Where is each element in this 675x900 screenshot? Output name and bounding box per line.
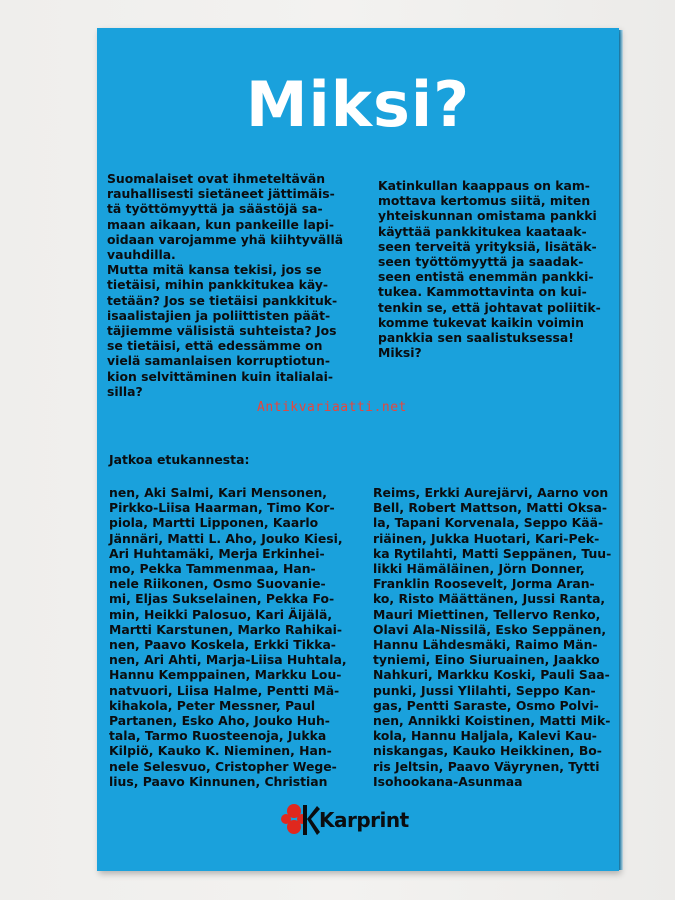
continued-label: Jatkoa etukannesta: [109,452,250,467]
publisher-logo [281,800,421,840]
intro-text-left: Suomalaiset ovat ihmeteltävän rauhallisesti sietäneet jättimäis- tä työttömyyttä ja säästöjä sa- maan aikaan, kun pankeille lapi- oidaan varojamme yhä kiihtyvällä vauhdilla. Mutta mitä kansa tekisi, jos se tietäisi, mihin pankkitukea käy- tetään? Jos se tietäisi pankkituk- isaalistajien ja poliittisten päät- täjiemme välisistä suhteista? Jos se tietäisi, että edessämme on vielä samanlaisen korruptiotun- kion selvittäminen kuin italialai- silla? [107,171,344,399]
book-page-edge [619,30,623,870]
names-list-left: nen, Aki Salmi, Kari Mensonen, Pirkko-Liisa Haarman, Timo Kor- piola, Martti Lipponen, Kaarlo Jännäri, Matti L. Aho, Jouko Kiesi, Ari Huhtamäki, Merja Erkinhei- mo, Pekka Tammenmaa, Han- nele Riikonen, Osmo Suovanie- mi, Eljas Sukselainen, Pekka Fo- min, Heikki Palosuo, Kari Äijälä, Martti Karstunen, Marko Rahikai- nen, Paavo Koskela, Erkki Tikka- nen, Ari Ahti, Marja-Liisa Huhtala, Hannu Kemppainen, Markku Lou- natvuori, Liisa Halme, Pentti Mä- kihakola, Peter Messner, Paul Partanen, Esko Aho, Jouko Huh- tala, Tarmo Ruosteenoja, Jukka Kilpiö, Kauko K. Nieminen, Han- nele Selesvuo, Cristopher Wege- lius, Paavo Kinnunen, Christian [109,485,347,789]
publisher-name: Karprint [319,808,409,832]
names-list-right: Reims, Erkki Aurejärvi, Aarno von Bell, Robert Mattson, Matti Oksa- la, Tapani Korvenala, Seppo Kää- riäinen, Jukka Huotari, Kari-Pek- ka Rytilahti, Matti Seppänen, Tuu- likki Hämäläinen, Jörn Donner, Franklin Roosevelt, Jorma Aran- ko, Risto Määttänen, Jussi Ranta, Mauri Miettinen, Tellervo Renko, Olavi Ala-Nissilä, Esko Seppänen, Hannu Lähdesmäki, Raimo Män- tyniemi, Eino Siuruainen, Jaakko Nahkuri, Markku Koski, Pauli Saa- punki, Jussi Ylilahti, Seppo Kan- gas, Pentti Saraste, Osmo Polvi- nen, Annikki Koistinen, Matti Mik- kola, Hannu Haljala, Kalevi Kau- niskangas, Kauko Heikkinen, Bo- ris Jeltsin, Paavo Väyrynen, Tytti Isohookana-Asunmaa [373,485,612,789]
intro-text-right: Katinkullan kaappaus on kam- mottava kertomus siitä, miten yhteiskunnan omistama pankki käyttää pankkitukea kaataak- seen terveitä yrityksiä, lisätäk- seen työttömyyttä ja saadak- seen entistä enemmän pankki- tukea. Kammottavinta on kui- tenkin se, että johtavat poliitik- komme tukevat kaikin voimin pankkia sen saalistuksessa! Miksi? [378,178,601,361]
cover-title: Miksi? [245,68,471,141]
karprint-logo-icon [281,800,321,840]
watermark: Antikvariaatti.net [257,400,407,415]
book-back-cover [97,28,619,871]
